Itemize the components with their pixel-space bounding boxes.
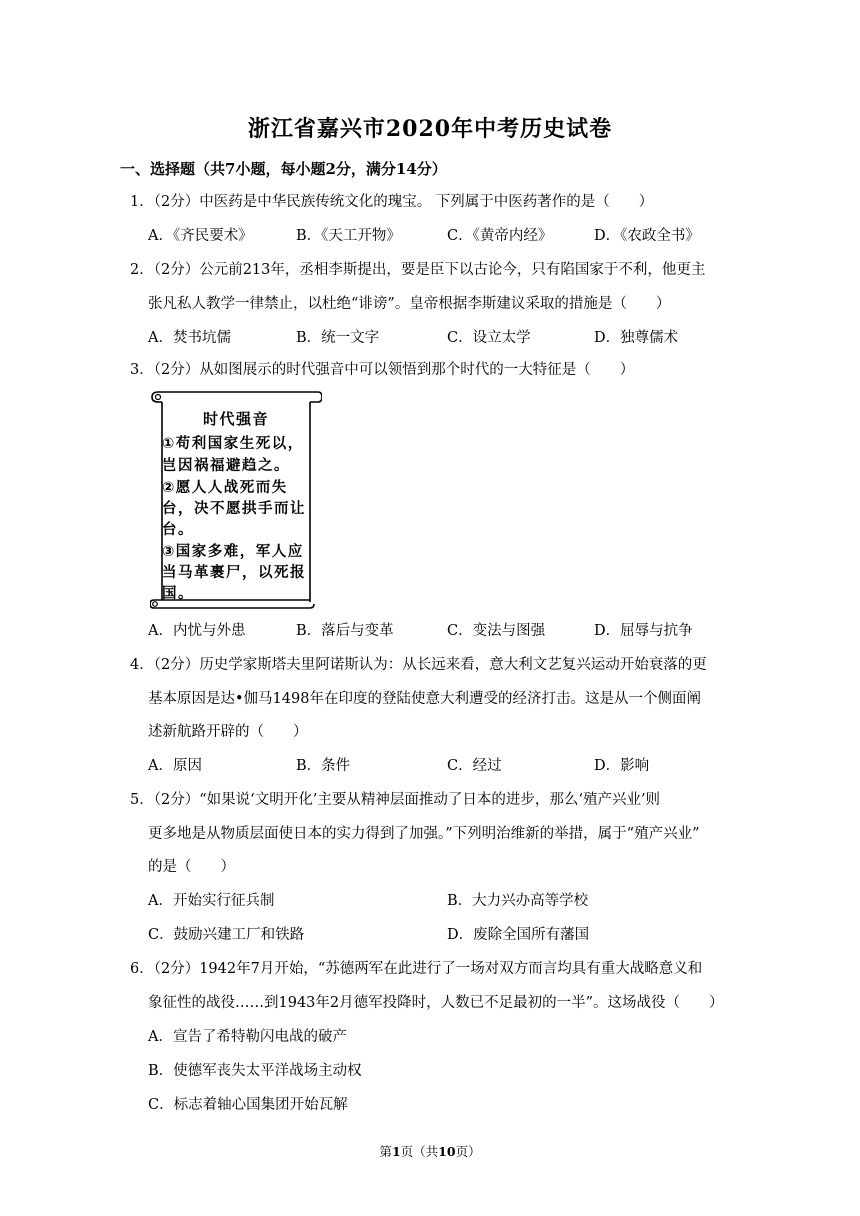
page-footer [0,1142,860,1160]
page-title: 浙江省嘉兴市2020年中考历史试卷 [247,116,613,142]
option-c: C．设立太学 [447,330,531,346]
option-a: A．《齐民要术》 [148,228,253,244]
option-b: B．条件 [296,758,351,774]
scroll-line: 岂因祸福避趋之。 [162,458,290,474]
question-text: 4．（2分）历史学家斯塔夫里阿诺斯认为：从长远来看，意大利文艺复兴运动开始衰落的更 [130,657,707,673]
question-text: 3．（2分）从如图展示的时代强音中可以领悟到那个时代的一大特征是（ ） [130,362,635,378]
scroll-line: 台，决不愿拱手而让 [162,501,306,517]
scroll-heading: 时代强音 [203,410,270,428]
question-text: 6．（2分）1942年7月开始，“苏德两军在此进行了一场对双方而言均具有重大战略意义和 [130,961,703,977]
option-c: C．标志着轴心国集团开始瓦解 [148,1097,348,1113]
question-text: 2．（2分）公元前213年，丞相李斯提出，要是臣下以古论今，只有陷国家于不利，他更主 [130,262,706,278]
option-d: D．屈辱与抗争 [594,623,693,639]
option-b: B．使德军丧失太平洋战场主动权 [148,1063,362,1079]
option-d: D．《农政全书》 [594,228,700,244]
option-c: C．经过 [447,758,502,774]
option-a: A．宣告了希特勒闪电战的破产 [148,1029,347,1045]
scroll-line: ①苟利国家生死以， [162,436,304,452]
option-d: D．影响 [594,758,650,774]
option-b: B．落后与变革 [296,623,394,639]
question-text: 1．（2分）中医药是中华民族传统文化的瑰宝。 下列属于中医药著作的是（ ） [130,194,654,210]
footer-prefix: 第 [379,1144,392,1159]
option-c: C．鼓励兴建工厂和铁路 [148,927,305,943]
option-b: B．统一文字 [296,330,380,346]
question-text: 5．（2分）“如果说‘文明开化’主要从精神层面推动了日本的进步，那么‘殖产兴业’则 [130,792,661,808]
question-text-continued: 的是（ ） [148,859,235,875]
option-c: C．《黄帝内经》 [447,228,553,244]
option-a: A．焚书坑儒 [148,330,231,346]
question-text-continued: 张凡私人教学一律禁止，以杜绝“诽谤”。皇帝根据李斯建议采取的措施是（ ） [148,296,671,312]
option-a: A．开始实行征兵制 [148,893,275,909]
option-b: B．大力兴办高等学校 [447,893,589,909]
scroll-line: ②愿人人战死而失 [162,480,288,496]
page-number: 1 [391,1144,401,1159]
scroll-line: 当马革裹尸，以死报 [162,565,306,581]
total-pages: 10 [438,1144,456,1159]
question-text-continued: 述新航路开辟的（ ） [148,724,308,740]
scroll-line: ③国家多难，军人应 [162,544,304,560]
question-text-continued: 象征性的战役……到1943年2月德军投降时，人数已不足最初的一半”。这场战役（ ） [148,995,724,1011]
option-d: D．废除全国所有藩国 [447,927,590,943]
option-b: B．《天工开物》 [296,228,401,244]
question-text-continued: 更多地是从物质层面使日本的实力得到了加强。”下列明治维新的举措，属于“殖产兴业” [148,826,700,842]
option-a: A．原因 [148,758,202,774]
option-a: A．内忧与外患 [148,623,246,639]
option-c: C．变法与图强 [447,623,546,639]
scroll-line: 台。 [162,522,194,538]
scroll-line: 国。 [162,586,194,602]
option-d: D．独尊儒术 [594,330,679,346]
question-text-continued: 基本原因是达•伽马1498年在印度的登陆使意大利遭受的经济打击。这是从一个侧面阐 [148,691,701,707]
footer-suffix: 页） [455,1144,481,1159]
footer-middle: 页（共 [400,1144,439,1159]
section-heading: 一、选择题（共7小题，每小题2分，满分14分） [120,160,447,178]
